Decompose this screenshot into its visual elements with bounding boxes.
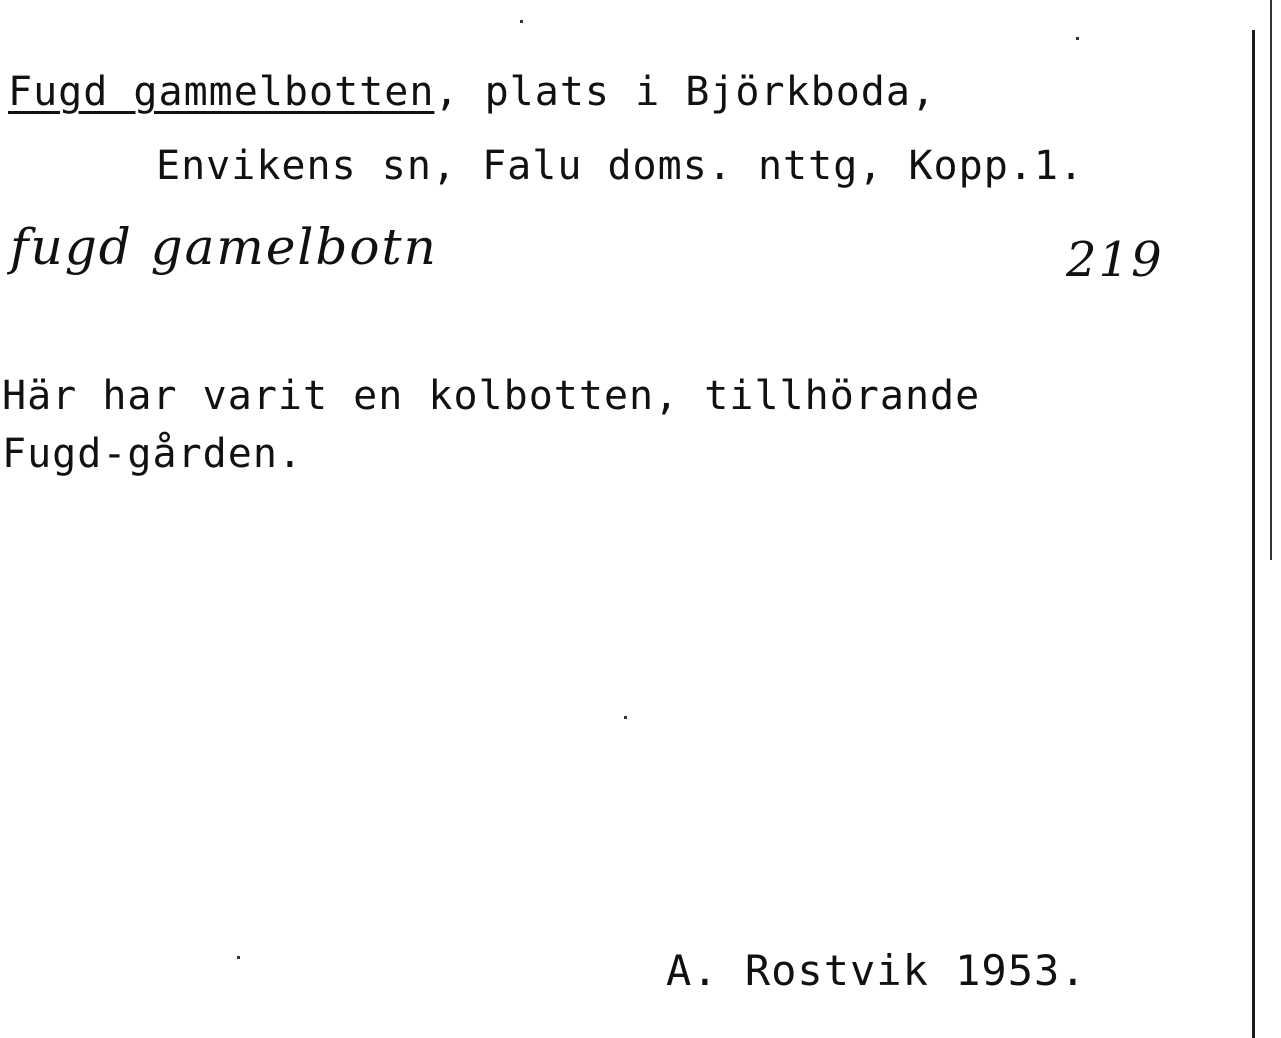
speck xyxy=(520,20,523,23)
speck xyxy=(624,716,627,719)
speck xyxy=(1076,37,1079,40)
speck xyxy=(237,956,240,959)
handwritten-number: 219 xyxy=(1066,232,1164,288)
scan-edge-line xyxy=(1270,0,1272,560)
body-line-1: Här har varit en kolbotten, tillhörande xyxy=(2,373,981,419)
card-edge-line xyxy=(1252,30,1255,1038)
headword: Fugd gammelbotten xyxy=(8,69,435,115)
signature: A. Rostvik 1953. xyxy=(666,946,1087,995)
card-title-line xyxy=(8,69,937,115)
place-description: , plats i Björkboda, xyxy=(434,69,937,115)
body-line-2: Fugd-gården. xyxy=(2,431,303,477)
handwritten-pronunciation: fugd gamelbotn xyxy=(10,218,438,276)
parish-line: Envikens sn, Falu doms. nttg, Kopp.1. xyxy=(156,143,1085,189)
